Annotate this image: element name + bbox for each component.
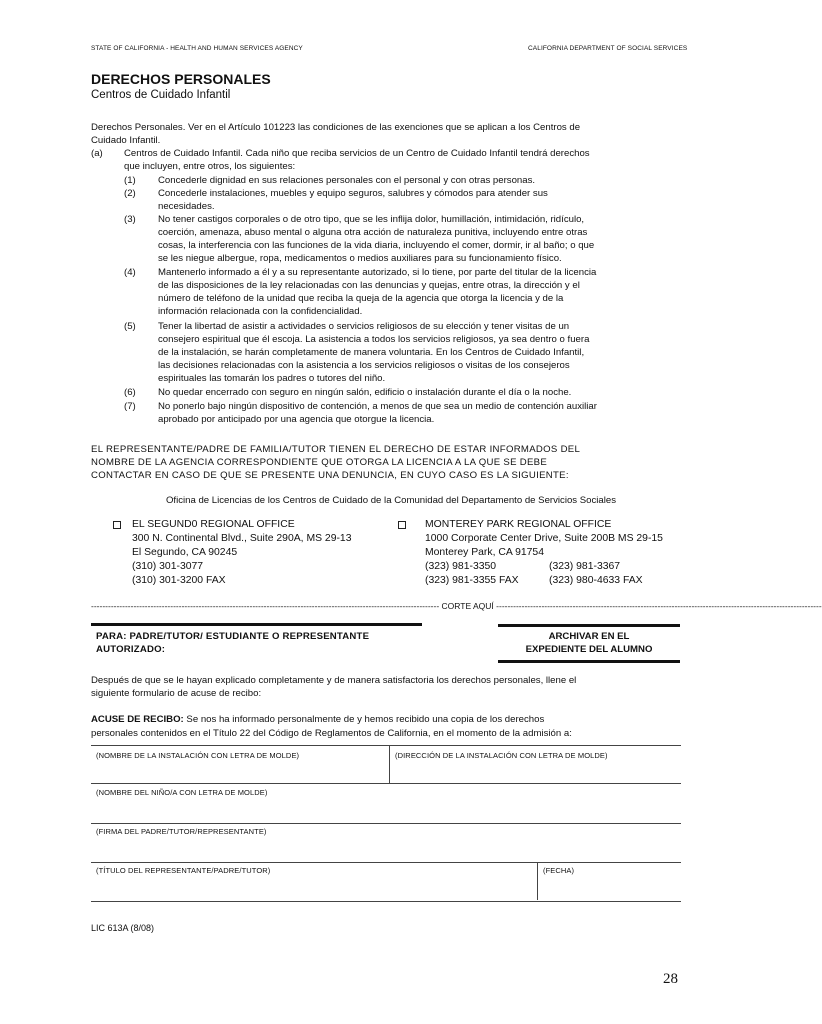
agency-header: STATE OF CALIFORNIA - HEALTH AND HUMAN SERVICES AGENCY <box>91 45 303 52</box>
row-4-rule <box>91 901 681 902</box>
acuse-label: ACUSE DE RECIBO: <box>91 714 184 725</box>
office-left-street: 300 N. Continental Blvd., Suite 290A, MS 29-13 <box>132 533 352 544</box>
signature-field[interactable] <box>91 837 681 861</box>
office-left-fax: (310) 301-3200 FAX <box>132 575 226 586</box>
facility-address-label: (DIRECCIÓN DE LA INSTALACIÓN CON LETRA DE MOLDE) <box>395 751 608 760</box>
office-right-fax-1: (323) 981-3355 FAX <box>425 575 519 586</box>
archivar-top-rule <box>498 624 680 627</box>
office-right-phone-1: (323) 981-3350 <box>425 561 497 572</box>
date-divider <box>537 862 538 900</box>
notice-line-3: CONTACTAR EN CASO DE QUE SE PRESENTE UNA DENUNCIA, EN CUYO CASO ES LA SIGUIENTE: <box>91 470 569 481</box>
form-top-rule <box>91 745 681 746</box>
right-3-text: cosas, la interferencia con las funciones de la vida diaria, incluyendo el comer, dormir, ir al baño; o que <box>158 240 595 251</box>
office-right-street: 1000 Corporate Center Drive, Suite 200B MS 29-15 <box>425 533 663 544</box>
right-3-text: se les niegue albergue, ropa, medicamentos o medios auxiliares para su funcionamiento físico. <box>158 253 562 264</box>
representative-title-label: (TÍTULO DEL REPRESENTANTE/PADRE/TUTOR) <box>96 866 271 875</box>
right-4-text: número de teléfono de la unidad que reciba la queja de la agencia que otorga la licencia y de la <box>158 293 564 304</box>
date-field[interactable] <box>539 876 680 900</box>
right-1-number: (1) <box>124 175 136 186</box>
date-label: (FECHA) <box>543 866 575 875</box>
intro-line-1: Derechos Personales. Ver en el Artículo 101223 las condiciones de las exenciones que se aplican a los Centros de <box>91 122 581 133</box>
right-3-text: No tener castigos corporales o de otro tipo, que se les inflija dolor, humillación, intimidación, ridículo, <box>158 214 585 225</box>
checkbox-el-segundo[interactable] <box>113 521 121 529</box>
child-name-field[interactable] <box>91 797 681 822</box>
row-2-rule <box>91 823 681 824</box>
acuse-line-2: personales contenidos en el Título 22 del Código de Reglamentos de California, en el momento de la admisión a: <box>91 728 572 739</box>
facility-address-field[interactable] <box>391 758 680 782</box>
right-5-text: de la instalación, se harán completamente de manera voluntaria. En los Centros de Cuidado Infantil, <box>158 347 585 358</box>
signature-label: (FIRMA DEL PADRE/TUTOR/REPRESENTANTE) <box>96 827 267 836</box>
right-4-text: Mantenerlo informado a él y a su representante autorizado, si lo tiene, por parte del titular de la licencia <box>158 267 597 278</box>
facility-name-label: (NOMBRE DE LA INSTALACIÓN CON LETRA DE MOLDE) <box>96 751 300 760</box>
section-a-line-1: Centros de Cuidado Infantil. Cada niño que reciba servicios de un Centro de Cuidado Infantil tendrá derechos <box>124 148 590 159</box>
checkbox-monterey-park[interactable] <box>398 521 406 529</box>
office-right-name: MONTEREY PARK REGIONAL OFFICE <box>425 519 612 530</box>
office-right-city: Monterey Park, CA 91754 <box>425 547 544 558</box>
right-6-text: No quedar encerrado con seguro en ningún salón, edificio o instalación durante el día o la noche. <box>158 387 572 398</box>
right-5-number: (5) <box>124 321 136 332</box>
acuse-line-1 <box>91 713 544 726</box>
right-4-text: de las disposiciones de la ley relacionadas con las denuncias y quejas, entre otras, la dirección y el <box>158 280 580 291</box>
section-a-label: (a) <box>91 148 103 159</box>
right-7-text: aprobado por anticipado por una agencia que otorgue la licencia. <box>158 414 435 425</box>
notice-line-1: EL REPRESENTANTE/PADRE DE FAMILIA/TUTOR TIENEN EL DERECHO DE ESTAR INFORMADOS DEL <box>91 444 581 455</box>
right-2-number: (2) <box>124 188 136 199</box>
right-2-text: necesidades. <box>158 201 215 212</box>
facility-name-field[interactable] <box>91 758 388 782</box>
right-3-number: (3) <box>124 214 136 225</box>
page-subtitle: Centros de Cuidado Infantil <box>91 89 231 101</box>
row-1-rule <box>91 783 681 784</box>
para-line-1: PARA: PADRE/TUTOR/ ESTUDIANTE O REPRESENTANTE <box>96 631 370 642</box>
right-4-text: información relacionada con la confidencialidad. <box>158 306 363 317</box>
field-divider <box>389 745 390 783</box>
office-left-name: EL SEGUND0 REGIONAL OFFICE <box>132 519 295 530</box>
department-header: CALIFORNIA DEPARTMENT OF SOCIAL SERVICES <box>528 45 688 52</box>
page-title: DERECHOS PERSONALES <box>91 71 271 87</box>
office-left-city: El Segundo, CA 90245 <box>132 547 238 558</box>
right-5-text: espirituales las tomarán los padres o tutores del niño. <box>158 373 386 384</box>
right-1-text: Concederle dignidad en sus relaciones personales con el personal y con otras personas. <box>158 175 536 186</box>
right-6-number: (6) <box>124 387 136 398</box>
intro-line-2: Cuidado Infantil. <box>91 135 161 146</box>
page-number: 28 <box>663 971 678 987</box>
right-2-text: Concederle instalaciones, muebles y equipo seguros, salubres y cómodos para atender sus <box>158 188 548 199</box>
office-right-fax-2: (323) 980-4633 FAX <box>549 575 643 586</box>
right-5-text: las decisiones relacionadas con la asistencia a los servicios religiosos o visitas de los consejeros <box>158 360 570 371</box>
cut-here-line: --------------------------------------------------------------------------------------------------------------------------- CORTE AQUÍ ------------------------------------------------------------------------------------------------------------------- <box>91 601 822 611</box>
representative-title-field[interactable] <box>91 876 535 900</box>
child-name-label: (NOMBRE DEL NIÑO/A CON LETRA DE MOLDE) <box>96 788 268 797</box>
office-right-phone-2: (323) 981-3367 <box>549 561 621 572</box>
office-left-phone: (310) 301-3077 <box>132 561 204 572</box>
archivar-line-2: EXPEDIENTE DEL ALUMNO <box>525 644 653 655</box>
right-5-text: Tener la libertad de asistir a actividades o servicios religiosos de su elección y tener visitas de un <box>158 321 570 332</box>
right-4-number: (4) <box>124 267 136 278</box>
section-a-line-2: que incluyen, entre otros, los siguientes: <box>124 161 296 172</box>
acuse-text: Se nos ha informado personalmente de y hemos recibido una copia de los derechos <box>183 714 545 725</box>
row-3-rule <box>91 862 681 863</box>
right-7-number: (7) <box>124 401 136 412</box>
offices-heading: Oficina de Licencias de los Centros de Cuidado de la Comunidad del Departamento de Servicios Sociales <box>165 495 617 506</box>
para-line-2: AUTORIZADO: <box>96 644 166 655</box>
archivar-line-1: ARCHIVAR EN EL <box>548 631 630 642</box>
despues-line-2: siguiente formulario de acuse de recibo: <box>91 688 262 699</box>
despues-line-1: Después de que se le hayan explicado completamente y de manera satisfactoria los derechos personales, llene el <box>91 675 577 686</box>
right-7-text: No ponerlo bajo ningún dispositivo de contención, a menos de que sea un medio de contención auxiliar <box>158 401 597 412</box>
right-3-text: coerción, amenaza, abuso mental o alguna otra acción de naturaleza punitiva, incluyendo entre otras <box>158 227 588 238</box>
archivar-bottom-rule <box>498 660 680 663</box>
form-number: LIC 613A (8/08) <box>91 923 155 933</box>
para-top-rule <box>91 623 422 626</box>
right-5-text: consejero espiritual que él escoja. La asistencia a todos los servicios religiosos, ya sea dentro o fuera <box>158 334 590 345</box>
notice-line-2: NOMBRE DE LA AGENCIA CORRESPONDIENTE QUE OTORGA LA LICENCIA A LA QUE SE DEBE <box>91 457 548 468</box>
